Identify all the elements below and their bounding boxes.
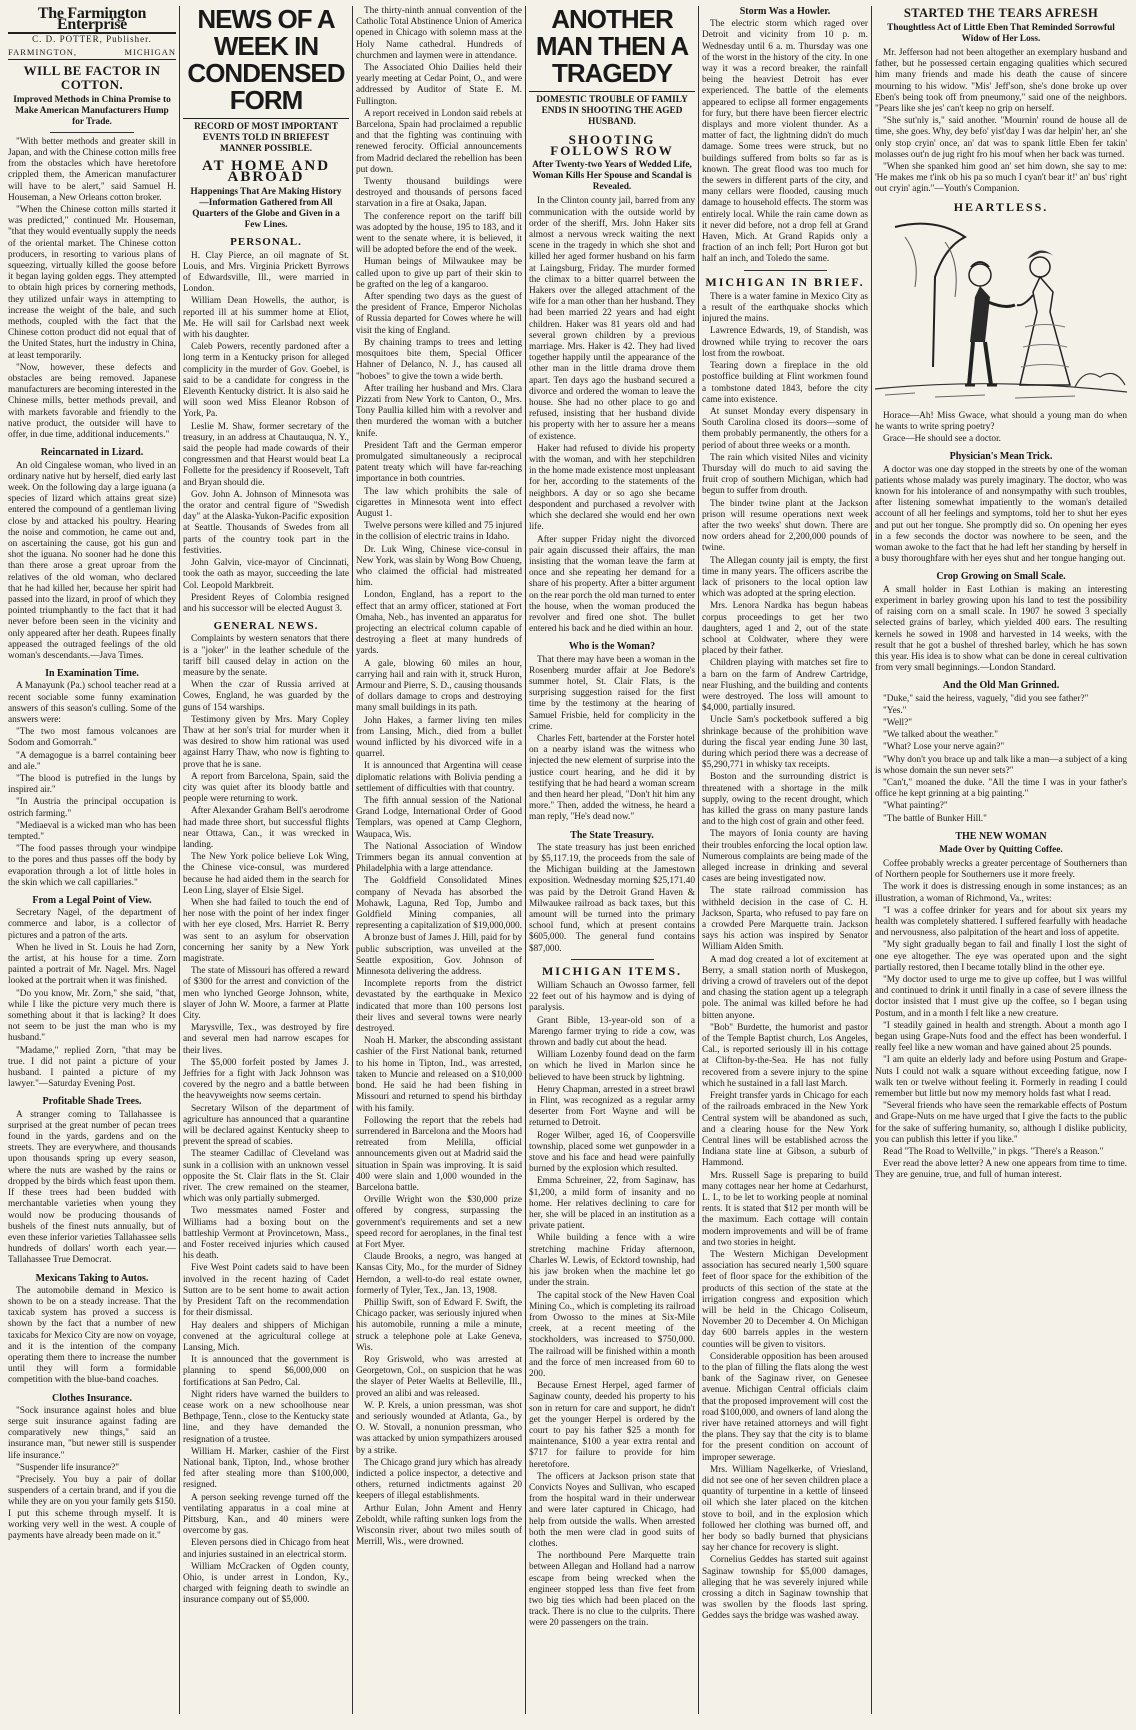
news-item: Five West Point cadets said to have been involved in the recent hazing of Cadet Sutton are to be sent home to await action by President Taft on the recommendation for their dismissal. bbox=[183, 1263, 349, 1319]
column-rule bbox=[698, 6, 699, 1714]
story-title: Crop Growing on Small Scale. bbox=[936, 571, 1066, 583]
news-item: Night riders have warned the builders to cease work on a new schoolhouse near Bethpage, Tenn., close to the Kentucky state line, and they have demanded the resignation of a trustee. bbox=[183, 1389, 349, 1445]
story-paragraph: "The two most famous volcanoes are Sodom and Gomorrah." bbox=[8, 727, 176, 749]
news-item: A report received in London said rebels at Barcelona, Spain had proclaimed a republic and that the fighting was continuing with renewed ferocity. Official announcements from Madrid declared the rebellion has been put down. bbox=[356, 108, 522, 175]
article-paragraph: The state treasury has just been enriched by $5,117.19, the proceeds from the sale of the Michigan building at the Jamestown exposition. Wednesday morning $25,171.40 was paid by the Detroit Grand Haven & Milwaukee railroad as back taxes, but this amount will be turned into the primary school fund, which at present contains $605,000. The general fund contains $87,000. bbox=[529, 842, 695, 954]
article-paragraph: After supper Friday night the divorced pair again discussed their affairs, the man insisting that the woman leave the farm at once and she repeating her demand for a share of his property. After a bitter argument on the rear porch the old man turned to enter the house, when the woman produced the revolver and fired one shot. The bullet entered his back and he died within an hour. bbox=[529, 534, 695, 635]
news-item: The Goldfield Consolidated Mines company of Nevada has absorbed the Mohawk, Laguna, Red Top, Jumbo and Goldfield Mining companies, all representing a capitalization of $19,000,000. bbox=[356, 876, 522, 932]
news-item: Testimony given by Mrs. Mary Copley Thaw at her son's trial for murder when it was desired to show him rational was used against Harry Thaw, who now is fighting to prove that he is sane. bbox=[183, 714, 349, 770]
michigan-item: Because Ernest Herpel, aged farmer of Saginaw county, deeded his property to his son in return for care and support, he didn't get the younger Herpel is ordered by the court to pay his father $25 a month for maintenance, $100 a year extra rental and $717 for failure to provide for him heretofore. bbox=[529, 1381, 695, 1470]
news-item: The steamer Cadillac of Cleveland was sunk in a collision with an unknown vessel opposite the St. Clair flats in the St. Clair river. The crew remained on the steamer, which was only partially submerged. bbox=[183, 1149, 349, 1205]
column-4 bbox=[529, 6, 695, 1714]
michigan-item: Henry Chapman, arrested in a street brawl in Flint, was recognized as a regular army deserter from Fort Wayne and will be returned to Detroit. bbox=[529, 1084, 695, 1129]
article-paragraph: Mr. Jefferson had not been altogether an exemplary husband and father, but he possessed certain engaging qualities which secured him many friends and made his death the cause of sincere mourning to his widow. "Mis' Jeff'son, she's done broke up over Eben's being took off from pneumony," said one of the neighbors. "Pears like she jes' can't keep no grip on herself. bbox=[875, 48, 1127, 115]
article-paragraph: "When the Chinese cotton mills started it was predicted," continued Mr. Houseman, "that they would eventually supply the needs of the oriental market. The Chinese cotton producers, in resorting to various plans of squeezing, virtually killed the goose before it began laying golden eggs. They attempted to obtain high prices by cornering methods, they utilized unfair ways in attempting to increase the weight of the bale, and such methods, coupled with the fact that the Chinese cotton product did not equal that of the United States, hurt the industry in China, at least temporarily. bbox=[8, 205, 176, 361]
story-paragraph: "Suspender life insurance?" bbox=[16, 1462, 120, 1473]
story-paragraph: "Sock insurance against holes and blue serge suit insurance against fading are comparatively new things," said an insurance man, "but newer still is suspender life insurance." bbox=[8, 1405, 176, 1461]
news-item: The Associated Ohio Dailies held their yearly meeting at Cedar Point, O., and were addressed by Auditor of State E. M. Fullington. bbox=[356, 63, 522, 107]
michigan-items-list bbox=[529, 981, 695, 1630]
story-paragraph: "Duke," said the heiress, vaguely, "did you see father?" bbox=[883, 693, 1089, 704]
story bbox=[8, 1393, 176, 1543]
michigan-brief-item: The binder twine plant at the Jackson prison will resume operations next week after the two weeks' shut down. There are now orders ahead for 2,200,000 pounds of twine. bbox=[702, 498, 868, 554]
news-item: Roy Griswold, who was arrested at Georgetown, Col., on suspicion that he was the slayer of Peter Waelts at Belleville, Ill., proved an alibi and was released. bbox=[356, 1354, 522, 1399]
article-paragraph: In the Clinton county jail, barred from any communication with the outside world by order of the sheriff, Mrs. John Haker sits almost a nervous wreck waiting the next scene in the tragedy in which she shot and killed her aged former husband on his farm at Laingsburg, Friday. The murder formed the climax to a bitter quarrel between the Hakers over the alleged attachment of the wife for a man other than her husband. They had been married 22 years and had eight children. Haker was 81 years old and had several grown children by a previous marriage. Mrs. Haker is 42. They had lived together happily until the appearance of the other man in the little drama drove them apart. Ten days ago the husband secured a divorce and ordered the woman to leave the house. She had no other place to go and refused, insisting that her husband divide his property with her to assure her a means of existence. bbox=[529, 196, 695, 442]
article-tears-afresh bbox=[875, 48, 1127, 196]
story-paragraph: "In Austria the principal occupation is ostrich farming." bbox=[8, 797, 176, 819]
news-items-continued bbox=[356, 6, 522, 1548]
story-paragraph: "Well?" bbox=[883, 717, 913, 728]
story-title: Mexicans Taking to Autos. bbox=[35, 1272, 149, 1284]
story-paragraph: "What painting?" bbox=[883, 801, 948, 812]
column-1 bbox=[8, 6, 176, 1714]
headline-another-man: ANOTHER MAN THEN A TRAGEDY bbox=[529, 6, 695, 92]
story-paragraph: "Why don't you brace up and talk like a man—a subject of a king is whose domain the sun never sets?" bbox=[875, 754, 1127, 776]
michigan-item: While building a fence with a wire stretching machine Friday afternoon, Charles W. Lewis, of Ecktord township, had his jaw broken when the machine let go under the strain. bbox=[529, 1233, 695, 1289]
personal-item: Gov. John A. Johnson of Minnesota was the orator and central figure of "Swedish day" at the Alaska-Yukon-Pacific exposition at Seattle. Thousands of Swedes from all parts of the country took part in the festivities. bbox=[183, 489, 349, 556]
article-paragraph: "When she spanked him good an' set him down, she say to me: 'He makes me t'ink ob his pa so much I cyan't bear it!' an' bus' right out cryin' agin."—Youth's Companion. bbox=[875, 162, 1127, 195]
article-state-treasury bbox=[529, 843, 695, 955]
news-item: Orville Wright won the $30,000 prize offered by congress, surpassing the government's requirements and set a new speed record for aeroplanes, in the final test at Fort Myer. bbox=[356, 1195, 522, 1250]
personal-item: President Reyes of Colombia resigned and his successor will be elected August 3. bbox=[183, 592, 349, 614]
news-item: It is announced that Argentina will cease diplomatic relations with Bolivia pending a settlement of difficulties with that country. bbox=[356, 761, 522, 794]
article-who-is-woman bbox=[529, 655, 695, 824]
news-item: By chaining tramps to trees and letting mosquitoes bite them, Special Officer Hahner of Delanco, N. J., has caused all "hoboes" to give the town a wide berth. bbox=[356, 337, 522, 382]
michigan-brief-item: "Bob" Burdette, the humorist and pastor of the Temple Baptist church, Los Angeles, Cal., is reported seriously ill in his cottage at Clifton-by-the-Sea. He has not fully recovered from a severe injury to the spine which he sustained in a fall last March. bbox=[702, 1022, 868, 1089]
cartoon-title: HEARTLESS. bbox=[953, 199, 1049, 214]
story-paragraph: A stranger coming to Tallahassee is surprised at the great number of pecan trees found in the yards, gardens and on the streets. They are everywhere, and thousands upon thousands spring up every season, where the nuts are washed by the rains or dropped by the birds which feast upon them. If these trees had been budded with merchantable varieties when young they would now be producing thousands of bushels of the finest nuts annually, but of even these inferior varieties Tallahassee sells hundreds of dollars' worth each year.—Tallahassee True Democrat. bbox=[8, 1109, 176, 1266]
cartoon-caption: Horace—Ah! Miss Gwace, what should a young man do when he wants to write spring poetry? bbox=[875, 410, 1127, 433]
michigan-brief-item: Uncle Sam's pocketbook suffered a big shrinkage because of the prohibition wave during the fiscal year ending June 30 last, during which period there was a decrease of $5,290,771 in whisky tax receipts. bbox=[702, 715, 868, 771]
news-item: W. P. Krels, a union pressman, was shot and seriously wounded at Atlanta, Ga., by O. W. Stovall, a nonunion pressman, who was attacked by union sympathizers aroused by a strike. bbox=[356, 1400, 522, 1456]
deck-news-of-week: RECORD OF MOST IMPORTANT EVENTS TOLD IN BRIEFEST MANNER POSSIBLE. bbox=[194, 122, 338, 154]
personal-item: John Galvin, vice-mayor of Cincinnati, took the oath as mayor, succeeding the late Col. Leopold Markbreit. bbox=[183, 558, 349, 591]
masthead-dateline bbox=[8, 46, 176, 60]
story-paragraph: "Do you know, Mr. Zorn," she said, "that, while I like the picture very much there is something about it that is lacking? It does not seem to be just the man who is my husband." bbox=[8, 988, 176, 1044]
story-paragraph: An old Cingalese woman, who lived in an ordinary native hut by herself, died early last week. On the following day a large iguana (a species of lizard which attains great size) entered the compound of a gentleman living close by and attacked his poultry. Hearing the noise and commotion, he came out and, on ascertaining the cause, got his gun and shot the iguana. No sooner had he done this than there arose a great uproar from the relatives of the old woman, who declared that he had killed her, because her spirit had passed into the lizard, in proof of which they pointed triumphantly to the fact that it had never before been seen in the vicinity and only appeared after her death. Rupees finally appeased the outraged feelings of the old woman's descendants.—Java Times. bbox=[8, 460, 176, 661]
article-storm bbox=[702, 19, 868, 265]
story-title: Clothes Insurance. bbox=[51, 1392, 132, 1404]
story bbox=[8, 1096, 176, 1266]
story-paragraph: Coffee probably wrecks a greater percentage of Southerners than of Northern people for Southerners use it more freely. bbox=[875, 858, 1127, 881]
news-item: The law which prohibits the sale of cigarettes in Minnesota went into effect August 1. bbox=[356, 486, 522, 519]
news-item: Arthur Eulan, John Ament and Henry Zeboldt, while rafting sunken logs from the Wisconsin river, about two miles south of Merrill, Wis., were drowned. bbox=[356, 1503, 522, 1548]
news-item: The thirty-ninth annual convention of the Catholic Total Abstinence Union of America opened in Chicago with solemn mass at the Holy Name cathedral. Hundreds of churchmen and laymen were in attendance. bbox=[356, 6, 522, 61]
news-item: Eleven persons died in Chicago from heat and injuries sustained in an electrical storm. bbox=[183, 1538, 349, 1560]
article-cotton bbox=[8, 137, 176, 441]
headline-cotton: WILL BE FACTOR IN COTTON. bbox=[23, 62, 161, 92]
michigan-brief-item: Mrs. Russell Sage is preparing to build many cottages near her home at Cedarhurst, L. I., to be let to working people at nominal rents. It is stated that $12 per month will be the maximum. Each cottage will contain modern improvements and will be of frame and two stories in height. bbox=[702, 1170, 868, 1248]
column-3 bbox=[356, 6, 522, 1714]
column-5 bbox=[702, 6, 868, 1714]
news-item: The fifth annual session of the National Grand Lodge, International Order of Good Templars, was opened at Camp Cleghorn, Waupaca, Wis. bbox=[356, 796, 522, 840]
story bbox=[875, 571, 1127, 674]
michigan-brief-item: There is a water famine in Mexico City as a result of the earthquake shocks which injured the mains. bbox=[702, 291, 868, 325]
story-title: From a Legal Point of View. bbox=[32, 895, 152, 907]
story-paragraph: "Mediaeval is a wicked man who has been tempted." bbox=[8, 820, 176, 842]
masthead-title: The Farmington Enterprise bbox=[8, 6, 176, 34]
michigan-brief-item: The rain which visited Niles and vicinity Thursday will do much to aid saving the fruit crop of southern Michigan, which had begun to suffer from drouth. bbox=[702, 452, 868, 497]
story bbox=[8, 668, 176, 889]
news-item: Human beings of Milwaukee may be called upon to give up part of their skin to be grafted on the leg of a kangaroo. bbox=[356, 257, 522, 290]
michigan-brief-item: The Western Michigan Development association has secured nearly 1,500 square feet of floor space for the exhibition of the products of this section of the state at the irrigation congress and exposition which will be held in the Chicago Coliseum, November 20 to December 4. On Michigan day 600 barrels apples in the western counties will be given to visitors. bbox=[702, 1249, 868, 1350]
story-paragraph: "The blood is putrefied in the lungs by inspired air." bbox=[8, 773, 176, 796]
news-item: Phillip Swift, son of Edward F. Swift, the Chicago packer, was seriously injured when his automobile, running a mile a minute, struck a telephone pole at Lake Geneva, Wis. bbox=[356, 1297, 522, 1353]
michigan-brief-item: Mrs. Lenora Nardka has begun habeas corpus proceedings to get her two daughters, aged 1 and 2, out of the state school at Coldwater, where they were placed by their father. bbox=[702, 601, 868, 657]
story-paragraph: "I am quite an elderly lady and before using Postum and Grape-Nuts I could not walk a square without exceeding fatigue, now I walk ten or twelve without feeling it. Formerly in reading I could remember but little but now my memory holds fast what I read. bbox=[875, 1055, 1127, 1100]
michigan-brief-item: At sunset Monday every dispensary in South Carolina closed its doors—some of them probably permanently, the others for a period of about three weeks or a month. bbox=[702, 406, 868, 451]
story-title: Profitable Shade Trees. bbox=[42, 1096, 142, 1108]
story-paragraph: A Manayunk (Pa.) school teacher read at a recent sociable some funny examination answers of this season's culling. Some of the answers were: bbox=[8, 681, 176, 725]
column-2 bbox=[183, 6, 349, 1714]
story-paragraph: "The food passes through your windpipe to the pores and thus passes off the body by evaporation through a lot of little holes in the skin which we call capillaries." bbox=[8, 844, 176, 888]
news-item: Incomplete reports from the district devastated by the earthquake in Mexico indicated that more than 100 persons lost their lives and several towns were nearly destroyed. bbox=[356, 979, 522, 1035]
story bbox=[875, 680, 1127, 824]
story-paragraph: "I was a coffee drinker for years and for about six years my health was completely shattered. I suffered fearfully with headache and nervousness, also palpitation of the heart and loss of appetite. bbox=[875, 905, 1127, 939]
story-paragraph: "What? Lose your nerve again?" bbox=[883, 742, 1005, 753]
news-item: When the czar of Russia arrived at Cowes, England, he was guarded by the guns of 154 warships. bbox=[183, 680, 349, 713]
story-title: And the Old Man Grinned. bbox=[942, 680, 1060, 692]
news-item: The conference report on the tariff bill was adopted by the house, 195 to 183, and it went to the senate where, it is believed, it will be adopted before the end of the week. bbox=[356, 211, 522, 256]
story-paragraph: When he lived in St. Louis he had Zorn, the artist, at his house for a time. Zorn painted a portrait of Mr. Nagel. Mrs. Nagel looked at the portrait when it was finished. bbox=[8, 942, 176, 987]
personal-item: Leslie M. Shaw, former secretary of the treasury, in an address at Chautauqua, N. Y., said the people had made cowards of their congressmen and that Hearst would beat La Follette for the presidency if Roosevelt, Taft and Bryan should die. bbox=[183, 421, 349, 488]
heading-who-is-woman: Who is the Woman? bbox=[568, 641, 656, 653]
story-paragraph: "Precisely. You buy a pair of dollar suspenders of a certain brand, and if you die while they are on you your family gets $150. I put this scheme through myself. It is working very well in the west. A couple of payments have already been made on it." bbox=[8, 1474, 176, 1541]
column-rule bbox=[871, 6, 872, 1714]
section-shooting: SHOOTING FOLLOWS ROW bbox=[550, 132, 674, 159]
story-subtitle: Made Over by Quitting Coffee. bbox=[939, 844, 1063, 855]
michigan-brief-list bbox=[702, 292, 868, 1623]
news-item: After spending two days as the guest of the president of France, Emperor Nicholas of Russia departed for Cowes where he will visit the king of England. bbox=[356, 292, 522, 336]
column-6 bbox=[875, 6, 1127, 1714]
cartoon-drawing bbox=[875, 217, 1127, 407]
news-item: The $5,000 forfeit posted by James J. Jeffries for a fight with Jack Johnson was covered by the negro and a battle between the heavyweights now seems certain. bbox=[183, 1057, 349, 1102]
news-item: Twelve persons were killed and 75 injured in the collision of electric trains in Idaho. bbox=[356, 521, 522, 543]
headline-news-of-week: NEWS OF A WEEK IN CONDENSED FORM bbox=[183, 6, 349, 119]
news-item: President Taft and the German emperor promulgated simultaneously a reciprocal patent treaty which will have far-reaching importance in both countries. bbox=[356, 440, 522, 485]
story-paragraph: "Yes." bbox=[883, 705, 907, 716]
masthead-publisher: C. D. POTTER, Publisher. bbox=[32, 34, 152, 45]
michigan-brief-item: Considerable opposition has been aroused to the plan of filling the flats along the west bank of the Saginaw river, on Genesee avenue. Michigan Central officials claim that the proposed improvement will cost the road $100,000, and owners of land along the river have retained attorneys and will fight the plans. They say that the city is to blame for the present condition on account of improper sewerage. bbox=[702, 1351, 868, 1463]
michigan-item: Roger Wilber, aged 16, of Coopersville township, placed some wet gunpowder in a stove and his face and head were painfully burned by the explosion which resulted. bbox=[529, 1130, 695, 1175]
michigan-brief-item: Children playing with matches set fire to a barn on the farm of Andrew Cartridge, near Flushing, and the building and contents were destroyed. The loss will amount to $4,000, partially insured. bbox=[702, 658, 868, 714]
michigan-item: The capital stock of the New Haven Coal Mining Co., which is completing its railroad from Owosso to the mines at Six-Mile creek, at a recent meeting of the stockholders, was increased to $750,000. The railroad will be finished within a month and the force of men increased from 60 to 200. bbox=[529, 1290, 695, 1379]
news-item: A person seeking revenge turned off the ventilating apparatus in a coal mine at Pittsburg, Kan., and 40 miners were overcome by gas. bbox=[183, 1492, 349, 1537]
divider bbox=[744, 270, 827, 271]
story-paragraph: Secretary Nagel, of the department of commerce and labor, is a collector of pictures and a patron of the arts. bbox=[8, 908, 176, 941]
personal-item: Caleb Powers, recently pardoned after a long term in a Kentucky prison for alleged complicity in the murder of Gov. Goebel, is said to be a candidate for congress in the Eleventh Kentucky district. It is also said he will soon wed Miss Eleanor Robson of York, Pa. bbox=[183, 342, 349, 420]
divider bbox=[50, 132, 134, 133]
article-paragraph: "She sut'nly is," said another. "Mournin' round de house all de time, she goes. Why, dey befo' yist'day I was dar helpin' her, an' she only stop cryin' once, an' dat was to spank little Eben fer takin' molasses out'n de jug right fro his mouf when her back was turned. bbox=[875, 116, 1127, 160]
news-item: After Alexander Graham Bell's aerodrome had made three short, but successful flights near Ottawa, Can., it was wrecked in landing. bbox=[183, 806, 349, 850]
newspaper-page bbox=[8, 6, 1128, 1716]
masthead-place: FARMINGTON, bbox=[8, 46, 78, 57]
story-paragraph: "Madame," replied Zorn, "that may be true. I did not paint a picture of your husband. I painted a picture of my lawyer."—Saturday Evening Post. bbox=[8, 1045, 176, 1090]
deck-another-man: DOMESTIC TROUBLE OF FAMILY ENDS IN SHOOTING THE AGED HUSBAND. bbox=[536, 95, 688, 127]
article-paragraph: The electric storm which raged over Detroit and vicinity from 10 p. m. Wednesday until 6 a. m. Thursday was one of the worst in the history of the city. In one way it was a record breaker, the rainfall being the heaviest Detroit has ever experienced. The battle of the elements appeared to eclipse all former engagements for fury, but there have been fiercer electric displays and more violent thunder. As a matter of fact, the lightning didn't do much damage. Some trees were struck, but no buildings suffered from bolts so far as is known. The great flood was too much for the sewers in different parts of the city, and many cellars were flooded, causing much damage to household effects. The storm was entirely local. While the rain came down as it never did before, not a drop fell at Grand Haven, Mich. At Grand Rapids only a fraction of an inch fell; Port Huron got but half an inch, and Toledo the same. bbox=[702, 19, 868, 265]
article-tragedy bbox=[529, 196, 695, 635]
column-rule bbox=[352, 6, 353, 1714]
article-paragraph: Charles Fett, bartender at the Forster hotel on a nearby island was the witness who injected the new element of surprise into the justice court hearing, and he did it by testifying that he had heard a woman scream and then heard her plead, "Don't hit him any more." Then, added the witness, he heard a man reply, "He's dead now." bbox=[529, 733, 695, 823]
story bbox=[875, 831, 1127, 1182]
news-item: Following the report that the rebels had surrendered in Barcelona and the Moors had retreated from Melilla, official announcements given out at Madrid said the situation in Spain was improving. It is said 400 were slain and 1,000 wounded in the Barcelona battle. bbox=[356, 1115, 522, 1193]
michigan-brief-item: Tearing down a fireplace in the old postoffice building at Flint workmen found a tombstone dated 1843, before the city came into existence. bbox=[702, 361, 868, 405]
heading-storm: Storm Was a Howler. bbox=[739, 6, 831, 17]
story-paragraph: "My doctor used to urge me to give up coffee, but I was willful and continued to drink it until finally in a case of severe illness the doctor insisted that I must give up the coffee, so I began using Postum, and in a month I felt like a new creature. bbox=[875, 974, 1127, 1019]
section-personal: PERSONAL. bbox=[230, 236, 302, 249]
news-item: Claude Brooks, a negro, was hanged at Kansas City, Mo., for the murder of Sidney Herndon, a well-to-do real estate owner, formerly of Tyler, Tex., Jan. 13, 1908. bbox=[356, 1252, 522, 1296]
story-title: THE NEW WOMAN bbox=[955, 830, 1047, 842]
news-item: Dr. Luk Wing, Chinese vice-consul in New York, was slain by Wong Bow Chueng, who claimed the official had mistreated him. bbox=[356, 544, 522, 589]
story-paragraph: Read "The Road to Wellville," in pkgs. "There's a Reason." bbox=[883, 1147, 1104, 1158]
story-paragraph: "We talked about the weather." bbox=[883, 730, 999, 741]
masthead-state: MICHIGAN bbox=[124, 46, 176, 57]
story-title: Physician's Mean Trick. bbox=[949, 451, 1053, 463]
michigan-brief-item: The mayors of Ionia county are having their troubles enforcing the local option law. Numerous complaints are being made of the alleged increase in drinking and several cases are being investigated now. bbox=[702, 829, 868, 885]
news-item: Two messmates named Foster and Williams had a boxing bout on the battleship Vermont at Provincetown, Mass., and Foster received injuries which caused his death. bbox=[183, 1206, 349, 1262]
column-6-stories bbox=[875, 451, 1127, 1181]
michigan-brief-item: The Allegan county jail is empty, the first time in many years. The officers ascribe the lack of prisoners to the local option law which was adopted at the spring election. bbox=[702, 555, 868, 600]
deck-cotton: Improved Methods in China Promise to Make American Manufacturers Hump for Trade. bbox=[13, 94, 171, 127]
article-paragraph: Haker had refused to divide his property with the woman, and with her stepchildren in the home made existence most unpleasant for her, according to the statements of the neighbors. A day or so ago she became despondent and purchased a revolver with which she declared she would end her own life. bbox=[529, 443, 695, 533]
cartoon-reply: Grace—He should see a doctor. bbox=[883, 434, 1001, 445]
article-paragraph: "Now, however, these defects and obstacles are being removed. Japanese manufacturers are becoming interested in the Chinese mills, better methods prevail, and with markets favorable and friendly to the native product, the outsider will have to offer, in due time, additional inducements." bbox=[8, 362, 176, 441]
michigan-item: The northbound Pere Marquette train between Allegan and Holland had a narrow escape from being wrecked when the engineer stopped less than five feet from two big ties which had been placed on the track. There is no clue to the culprits. There were 20 passengers on the train. bbox=[529, 1551, 695, 1629]
story-paragraph: "The battle of Bunker Hill." bbox=[883, 813, 987, 824]
heading-state-treasury: The State Treasury. bbox=[570, 829, 654, 841]
headline-tears-afresh: STARTED THE TEARS AFRESH bbox=[903, 6, 1099, 20]
deck-tears-afresh: Thoughtless Act of Little Eben That Reminded Sorrowful Widow of Her Loss. bbox=[887, 23, 1115, 44]
personal-item: William Dean Howells, the author, is reported ill at his summer home at Eliot, Me. He will sail for Carlsbad next week with his daughter. bbox=[183, 296, 349, 341]
news-item: William H. Marker, cashier of the First National bank, Tipton, Ind., whose brother fed after stealing more than $100,000, resigned. bbox=[183, 1446, 349, 1491]
story-paragraph: "Can't," moaned the duke. "All the time I was in your father's office he kept grinning at a big painting." bbox=[875, 777, 1127, 800]
news-item: When she had failed to touch the end of her nose with the point of her index finger with her eye closed, Mrs. Harriet R. Berry was sent to an asylum for observation concerning her sanity by a New York magistrate. bbox=[183, 897, 349, 964]
michigan-brief-item: The state railroad commission has withheld decision in the case of C. H. Jackson, Sparta, who refused to pay fare on a crowded Pere Marquette train. Jackson says his action was inspired by Senator William Alden Smith. bbox=[702, 886, 868, 953]
news-item: The National Association of Window Trimmers began its annual convention at Philadelphia with a large attendance. bbox=[356, 841, 522, 875]
story bbox=[875, 451, 1127, 565]
cartoon-illustration bbox=[875, 217, 1127, 407]
news-item: Marysville, Tex., was destroyed by fire and several men had narrow escapes for their lives. bbox=[183, 1023, 349, 1056]
subdeck-shooting: After Twenty-two Years of Wedded Life, Woman Kills Her Spouse and Scandal is Revealed. bbox=[532, 160, 692, 193]
subdeck-news-of-week: Happenings That Are Making History —Information Gathered from All Quarters of the Globe and Given in a Few Lines. bbox=[190, 187, 342, 231]
michigan-item: Grant Bible, 13-year-old son of a Marengo farmer trying to ride a cow, was thrown and badly cut about the head. bbox=[529, 1015, 695, 1049]
story bbox=[8, 895, 176, 1090]
column-rule bbox=[525, 6, 526, 1714]
michigan-item: William Schauch an Owosso farmer, fell 22 feet out of his haymow and is dying of paralysis. bbox=[529, 981, 695, 1014]
michigan-brief-item: Boston and the surrounding district is threatened with a shortage in the milk supply, owing to the recent drought, which has killed the grass on many pasture lands and to the high cost of grain and other feed. bbox=[702, 772, 868, 828]
michigan-item: Emma Schreiner, 22, from Saginaw, has $1,200, a mild form of insanity and no home. Her relatives declining to care for her, she will be placed in an institution as a private patient. bbox=[529, 1176, 695, 1232]
news-item: Noah H. Marker, the absconding assistant cashier of the First National bank, returned to his home in Tipton, Ind., was arrested, taken to Muncie and released on a $10,000 bond. He said he had been fishing in Missouri and returned to spend his birthday with his family. bbox=[356, 1036, 522, 1114]
general-news-items bbox=[183, 634, 349, 1606]
story-paragraph: Ever read the above letter? A new one appears from time to time. They are genuine, true, and full of human interest. bbox=[875, 1159, 1127, 1181]
article-paragraph: "With better methods and greater skill in Japan, and with the Chinese cotton mills free from the obstacles which have heretofore crippled them, the American manufacturer will have to be alert," said Samuel H. Houseman, a New Orleans cotton broker. bbox=[8, 136, 176, 203]
personal-items bbox=[183, 251, 349, 616]
news-item: A bronze bust of James J. Hill, paid for by public subscription, was unveiled at the Seattle exposition, Gov. Johnson of Minnesota delivering the address. bbox=[356, 933, 522, 978]
news-item: Hay dealers and shippers of Michigan convened at the agricultural college at Lansing, Mich. bbox=[183, 1320, 349, 1353]
news-item: John Hakes, a farmer living ten miles from Lansing, Mich., died from a bullet wound inflicted by his divorced wife in a quarrel. bbox=[356, 715, 522, 760]
news-item: After trailing her husband and Mrs. Clara Pizzati from New York to Canton, O., Mrs. Tony Paullia killed him with a revolver and then murdered the woman with a butcher knife. bbox=[356, 383, 522, 439]
michigan-brief-item: Cornelius Geddes has started suit against Saginaw township for $5,000 damages, alleging that he was severely injured while crossing a ditch in Saginaw township that was swollen by the floods last spring. Geddes says the bridge was washed away. bbox=[702, 1555, 868, 1622]
story-paragraph: A doctor was one day stopped in the streets by one of the woman patients whose malady was purely imaginary. The doctor, who was known for his intolerance of and nonsympathy with such troubles, after listening somewhat impatiently to the woman's detailed account of all her feelings and symptoms, told her to shut her eyes and put out her tongue. She promptly did so. On opening her eyes in a few seconds the doctor was nowhere to be seen, and the woman awoke to the fact that he had left her standing by herself in a busy thoroughfare with her eyes shut and her tongue hanging out. bbox=[875, 464, 1127, 565]
column-rule bbox=[179, 6, 180, 1714]
michigan-brief-item: Mrs. William Nagelkerke, of Vriesland, did not see one of her seven children place a quantity of turpentine in a kettle of linseed oil which she later placed on the kitchen stove to boil, and in the explosion which followed her clothing was burned off, and her body so badly burned that physicians say her chance for recovery is slight. bbox=[702, 1464, 868, 1554]
news-item: London, England, has a report to the effect that an army officer, stationed at Fort Omaha, Neb., has invented an apparatus for projecting an electrical column capable of destroying a fleet at many hundreds of yards. bbox=[356, 590, 522, 657]
news-item: Complaints by western senators that there is a "joker" in the leather schedule of the tariff bill caused delay in action on the measure by the senate. bbox=[183, 634, 349, 678]
story-title: In Examination Time. bbox=[45, 668, 139, 680]
news-item: William McCracken of Ogden county, Ohio, is under arrest in London, Ky., charged with feigning death to swindle an insurance company out of $5,000. bbox=[183, 1561, 349, 1606]
story-paragraph: The work it does is distressing enough in some instances; as an illustration, a woman of Richmond, Va., writes: bbox=[875, 882, 1127, 904]
section-general-news: GENERAL NEWS. bbox=[213, 620, 319, 633]
michigan-brief-item: Lawrence Edwards, 19, of Standish, was drowned while trying to recover the oars lost from the rowboat. bbox=[702, 326, 868, 359]
news-item: The New York police believe Lok Wing, the Chinese vice-consul, was murdered because he had aided them in the search for Leon Ling, slayer of Elsie Sigel. bbox=[183, 852, 349, 896]
news-item: Secretary Wilson of the department of agriculture has announced that a quarantine will be declared against Kentucky sheep to prevent the spread of scabies. bbox=[183, 1103, 349, 1148]
story-paragraph: "My sight gradually began to fail and finally I lost the sight of one eye altogether. The eye was operated upon and the sight partially restored, then I became totally blind in the other eye. bbox=[875, 940, 1127, 973]
story-paragraph: A small holder in East Lothian is making an interesting experiment in barley growing upon his land to test the possibility of raising corn on a small scale. In 1907 he sowed 3 specially selected grains of barley, which yielded 400 ears. The resulting kernels he sowed in 1908 and harvested in 14 weeks, with the result that he got a bushel of threshed barley, which he has sown this year. His idea is to show what can be done in cereal cultivation from very small beginnings.—London Standard. bbox=[875, 584, 1127, 674]
news-item: A report from Barcelona, Spain, said the city was quiet after its bloody battle and people were returning to work. bbox=[183, 771, 349, 805]
story-paragraph: The automobile demand in Mexico is shown to be on a steady increase. That the taxicab system has proved a success is shown by the fact that a number of new taxicabs for Mexico City are now on voyage, and it is the intention of the company operating them there to increase the number until they will form a formidable competition with the blue-band coaches. bbox=[8, 1285, 176, 1386]
section-michigan-brief: MICHIGAN IN BRIEF. bbox=[705, 274, 865, 289]
michigan-brief-item: A mad dog created a lot of excitement at Berry, a small station north of Muskegon, driving a crowd of travelers out of the depot and chasing the station agent up a telegraph pole. The animal was killed before he had bitten anyone. bbox=[702, 954, 868, 1021]
news-item: The Chicago grand jury which has already indicted a police inspector, a detective and others, returned indictments against 20 keepers of illegal establishments. bbox=[356, 1457, 522, 1502]
news-item: It is announced that the government is planning to spend $6,000,000 on fortifications at San Pedro, Cal. bbox=[183, 1355, 349, 1388]
story-paragraph: "A demagogue is a barrel containing beer and ale." bbox=[8, 750, 176, 772]
michigan-item: The officers at Jackson prison state that Convicts Noyes and Sullivan, who escaped from the hospital ward in their underwear and were later captured in Chicago, had help from outside the walls. When arrested both the men were clad in good suits of clothes. bbox=[529, 1471, 695, 1549]
michigan-item: William Lozenby found dead on the farm on which he lived in Marlon since he believed to have been struck by lightning. bbox=[529, 1050, 695, 1083]
story bbox=[8, 447, 176, 662]
news-item: The state of Missouri has offered a reward of $300 for the arrest and conviction of the men who lynched George Johnson, white, slayer of John W. Moore, a farmer at Platte City. bbox=[183, 966, 349, 1022]
news-item: A gale, blowing 60 miles an hour, carrying hail and rain with it, struck Huron, Armour and Pierre, S. D., causing thousands of dollars damage to crops and destroying many small buildings in its path. bbox=[356, 658, 522, 714]
column-1-stories bbox=[8, 447, 176, 1542]
story-title: Reincarnated in Lizard. bbox=[40, 447, 144, 459]
personal-item: H. Clay Pierce, an oil magnate of St. Louis, and Mrs. Virginia Prickett Byrrows of Edwardsville, Ill., were married in London. bbox=[183, 250, 349, 295]
story bbox=[8, 1273, 176, 1387]
section-michigan-items: MICHIGAN ITEMS. bbox=[541, 963, 682, 978]
story-paragraph: "Several friends who have seen the remarkable effects of Postum and Grape-Nuts on me have urged that I give the facts to the public for the sake of suffering humanity, so, although I dislike publicity, you can publish this letter if you like." bbox=[875, 1101, 1127, 1145]
section-home-abroad: AT HOME AND ABROAD bbox=[201, 158, 331, 186]
michigan-brief-item: Freight transfer yards in Chicago for each of the railroads embraced in the New York Central system will be abandoned as such, and a clearing house for the New York Central lines will be established across the Indiana state line at Gibson, a suburb of Hammond. bbox=[702, 1091, 868, 1169]
divider bbox=[571, 959, 654, 960]
story-paragraph: "I steadily gained in health and strength. About a month ago I began using Grape-Nuts food and the effect has been wonderful. I really feel like a new woman and have gained about 25 pounds. bbox=[875, 1020, 1127, 1054]
article-paragraph: That there may have been a woman in the Rosenberg murder affair at Joe Bedore's summer hotel, St. Clair Flats, is the surprising suggestion raised for the first time by the testimony at the hearing of Samuel Frisbie, held for complicity in the crime. bbox=[529, 654, 695, 732]
news-item: Twenty thousand buildings were destroyed and thousands of persons faced starvation in a fire at Osaka, Japan. bbox=[356, 177, 522, 210]
